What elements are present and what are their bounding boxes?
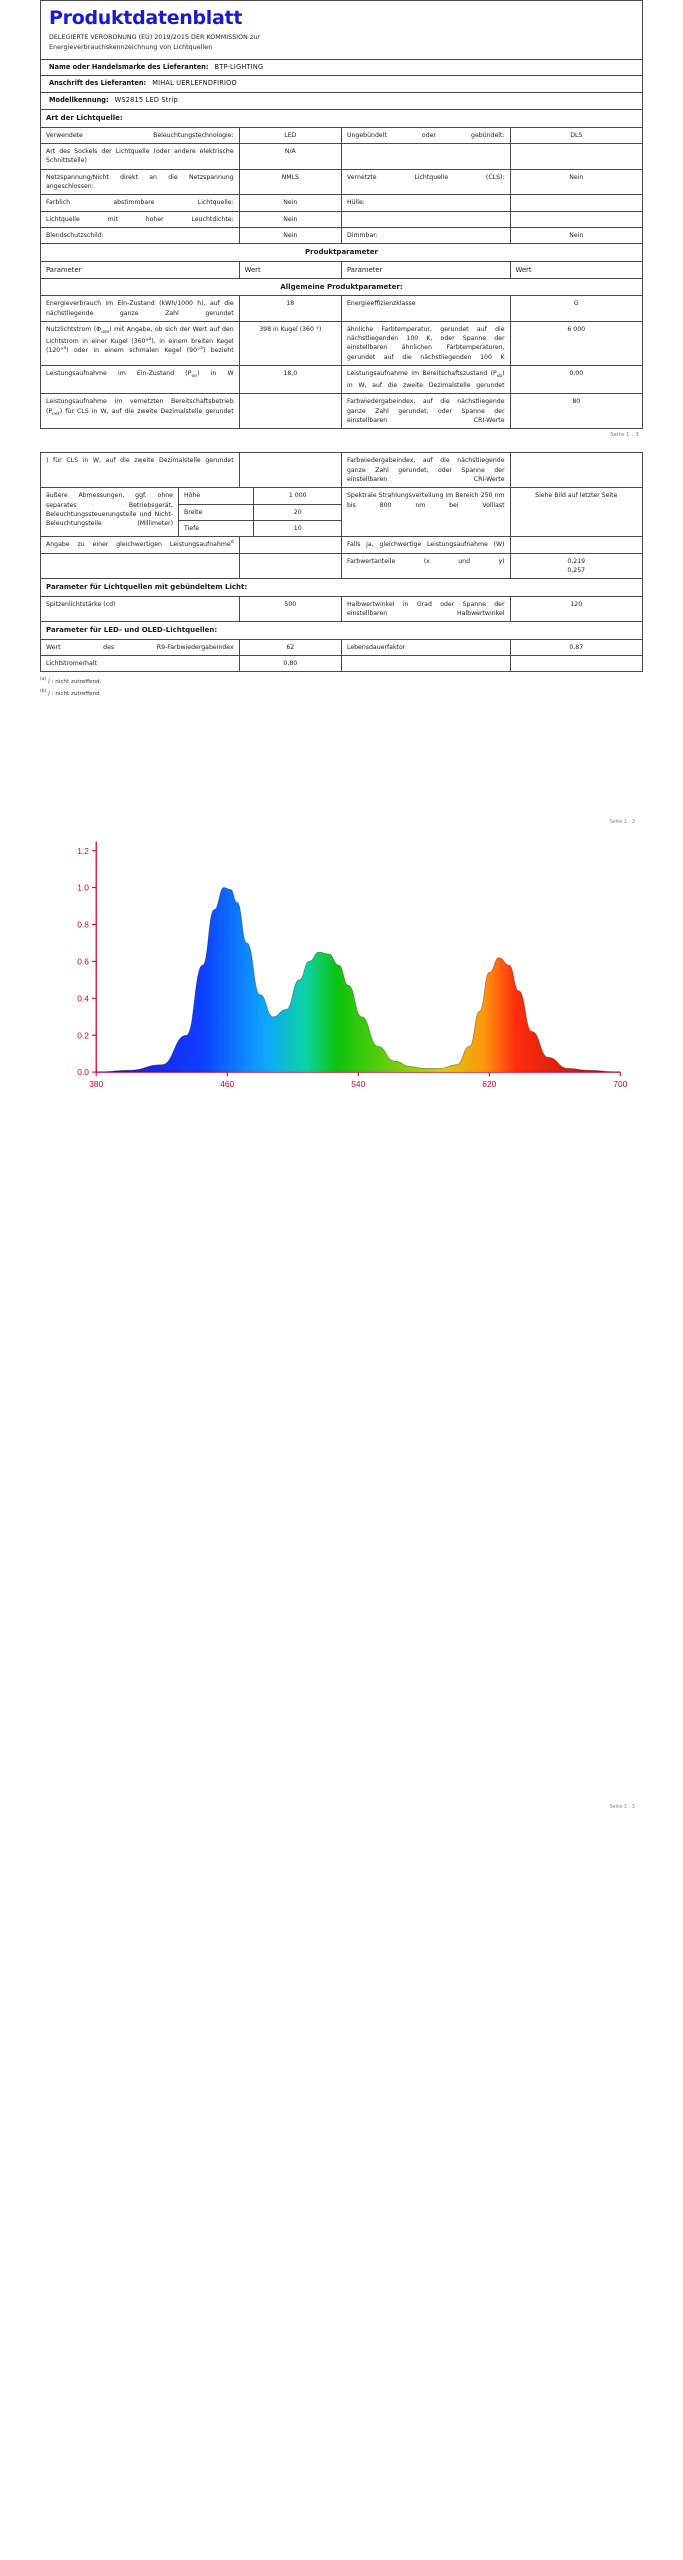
table-row bbox=[41, 244, 643, 262]
table-row bbox=[41, 453, 643, 488]
page-title: Produktdatenblatt bbox=[49, 7, 243, 29]
equivalence-value bbox=[239, 537, 341, 553]
label-part: Nutzlichtstrom ( bbox=[46, 325, 97, 333]
row-value-2 bbox=[510, 195, 642, 211]
row-value: 500 bbox=[239, 596, 341, 622]
label-part: ) bezieht bbox=[202, 347, 234, 355]
supplier-name-row bbox=[40, 59, 643, 76]
footnote-ref: a bbox=[63, 346, 67, 352]
row-value: LED bbox=[239, 127, 341, 143]
row-value-2 bbox=[510, 211, 642, 227]
label-part: ) für CLS in W, auf die zweite Dezimalstelle gerundet bbox=[46, 457, 234, 465]
light-source-table bbox=[40, 109, 643, 429]
row-label-2: Vernetzte Lichtquelle (CLS): bbox=[341, 169, 510, 195]
table-row bbox=[41, 127, 643, 143]
table-row bbox=[41, 296, 643, 322]
row-label bbox=[41, 366, 240, 394]
supplier-name-label: Name oder Handelsmarke des Lieferanten: bbox=[49, 62, 209, 71]
dimensions-values bbox=[179, 488, 341, 536]
table-row bbox=[41, 656, 643, 672]
table-row bbox=[41, 195, 643, 211]
table-row bbox=[41, 596, 643, 622]
spectral-power-distribution-chart bbox=[48, 831, 635, 1104]
row-label: Spitzenlichtstärke (cd) bbox=[41, 596, 240, 622]
table-row bbox=[41, 321, 643, 365]
supplier-address-label: Anschrift des Lieferanten: bbox=[49, 79, 147, 88]
col-header-value-2: Wert bbox=[510, 261, 642, 278]
row-label-2: Dimmbar: bbox=[341, 227, 510, 243]
row-label-2 bbox=[341, 211, 510, 227]
row-value-2 bbox=[510, 144, 642, 170]
row-label-2 bbox=[341, 366, 510, 394]
label-part: Leistungsaufnahme im vernetzten Bereitschaftsbetrieb (P bbox=[46, 398, 234, 415]
row-label-2: Energieeffizienzklasse bbox=[341, 296, 510, 322]
row-value-cont bbox=[239, 453, 341, 488]
dimension-name: Breite bbox=[183, 508, 203, 516]
row-label-2: ähnliche Farbtemperatur, gerundet auf die nächstliegenden 100 K, oder Spanne der einstellbaren ähnlichen Farbtemperaturen, gerundet auf die nächstliegenden 100 K bbox=[341, 321, 510, 365]
row-label-2: Hülle: bbox=[341, 195, 510, 211]
table-row bbox=[41, 278, 643, 296]
x-axis-tick-label: 380 bbox=[89, 1079, 104, 1090]
row-value-2: 6 000 bbox=[510, 321, 642, 365]
footnote-ref: a bbox=[200, 346, 203, 352]
led-oled-section-heading: Parameter für LED- und OLED-Lichtquellen: bbox=[41, 622, 643, 640]
table-row bbox=[41, 579, 643, 597]
spectral-curve-fill bbox=[96, 888, 620, 1072]
supplier-address-value: MIHAL UERLEFNDFIRIOO bbox=[152, 79, 237, 88]
row-label: Lichtstromerhalt bbox=[41, 656, 240, 672]
row-value-2: 120 bbox=[510, 596, 642, 622]
table-row bbox=[41, 394, 643, 429]
row-label-2: Ungebündelt oder gebündelt: bbox=[341, 127, 510, 143]
table-row bbox=[41, 144, 643, 170]
row-value: Nein bbox=[239, 195, 341, 211]
regulation-line-1 bbox=[49, 33, 634, 43]
row-label: Verwendete Beleuchtungstechnologie: bbox=[41, 127, 240, 143]
y-axis-tick-label: 0.2 bbox=[77, 1030, 89, 1041]
label-part: Leistungsaufnahme im Bereitschaftszustand (P bbox=[346, 370, 497, 378]
row-value: 62 bbox=[239, 639, 341, 655]
row-value: Nein bbox=[239, 211, 341, 227]
spectral-label: Spektrale Strahlungsverteilung im Bereich 250 nm bis 800 nm bei Volllast bbox=[341, 488, 510, 537]
row-label-2-cont bbox=[341, 453, 510, 488]
row-label-2: Halbwertwinkel in Grad oder Spanne der einstellbaren Halbwertwinkel bbox=[341, 596, 510, 622]
row-value: NMLS bbox=[239, 169, 341, 195]
dimension-value: 10 bbox=[253, 521, 340, 536]
row-label-2: Farbwiedergabeindex, auf die nächstliegende ganze Zahl gerundet, oder Spanne der einstellbaren CRI-Werte bbox=[341, 394, 510, 429]
chromaticity-value-2 bbox=[510, 553, 642, 579]
table-row bbox=[41, 366, 643, 394]
chromaticity-label bbox=[41, 553, 240, 579]
datasheet-header bbox=[40, 0, 643, 109]
row-label-2 bbox=[341, 656, 510, 672]
row-label: Wert des R9-Farbwiedergabeindex bbox=[41, 639, 240, 655]
last-page-mark-wrap bbox=[48, 1804, 635, 1810]
chromaticity-y: 0,257 bbox=[567, 566, 586, 574]
equivalence-label bbox=[41, 537, 240, 553]
row-value-2: 0,00 bbox=[510, 366, 642, 394]
row-label-2: Lebensdauerfaktor bbox=[341, 639, 510, 655]
supplier-name-value: BTP-LIGHTING bbox=[214, 62, 264, 71]
model-label: Modellkennung: bbox=[49, 96, 109, 105]
y-axis-tick-label: 0.4 bbox=[77, 993, 89, 1004]
label-part: ) für CLS in W, auf die zweite Dezimalstelle gerundet bbox=[59, 407, 234, 415]
footnote-text: / : nicht zutreffend bbox=[48, 690, 100, 697]
y-axis-tick-label: 0.0 bbox=[77, 1067, 89, 1078]
row-label: Art des Sockels der Lichtquelle (oder andere elektrische Schnittstelle) bbox=[41, 144, 240, 170]
row-value-2: Nein bbox=[510, 169, 642, 195]
row-value: 18,0 bbox=[239, 366, 341, 394]
continued-table-wrap bbox=[40, 452, 643, 699]
phi-subscript: use bbox=[101, 330, 110, 336]
footnote-ref: a bbox=[148, 337, 152, 342]
row-value-2: 80 bbox=[510, 394, 642, 429]
table-row-dimensions bbox=[41, 488, 643, 537]
page-mark-2: Seite 2 : 3 bbox=[609, 819, 635, 826]
product-parameters-heading: Produktparameter bbox=[41, 244, 643, 262]
dimension-item bbox=[179, 521, 341, 536]
label-part: ) mit Angabe, ob sich der Wert auf den Lichtstrom in einer Kugel (360° bbox=[46, 325, 234, 346]
dimension-item bbox=[179, 488, 341, 504]
regulation-line-2: Energieverbrauchskennzeichnung von Lichtquellen bbox=[49, 43, 213, 51]
footnote-item bbox=[40, 688, 643, 699]
equivalence-value-2 bbox=[510, 537, 642, 553]
chromaticity-x: 0,219 bbox=[567, 557, 586, 565]
regulation-text: DELEGIERTE VERORDNUNG (EU) 2019/2015 DER KOMMISSION bbox=[49, 34, 248, 41]
footnote-ref: d bbox=[230, 540, 234, 546]
row-label: Lichtquelle mit hoher Leuchtdichte: bbox=[41, 211, 240, 227]
table-row bbox=[41, 169, 643, 195]
row-value: 0,80 bbox=[239, 656, 341, 672]
footnote-mark: (a) bbox=[40, 677, 47, 683]
page-mark-1: Seite 1 : 3 bbox=[610, 432, 639, 439]
model-value: WS2815 LED Strip bbox=[114, 96, 178, 105]
directional-section-heading: Parameter für Lichtquellen mit gebündeltem Licht: bbox=[41, 579, 643, 597]
footnote-mark: (b) bbox=[40, 688, 47, 694]
label-part: ) oder in einem schmalen Kegel (90° bbox=[66, 347, 201, 355]
row-value-2: Nein bbox=[510, 227, 642, 243]
table-row bbox=[41, 211, 643, 227]
row-value: 398 in Kugel (360 °) bbox=[239, 321, 341, 365]
y-axis-tick-label: 0.8 bbox=[77, 919, 89, 930]
label-part: ) in W bbox=[197, 370, 234, 378]
table-row bbox=[41, 110, 643, 128]
continued-table bbox=[40, 452, 643, 672]
phi-symbol: Φ bbox=[96, 325, 102, 333]
title-box bbox=[40, 0, 643, 59]
dimensions-label: äußere Abmessungen, ggf. ohne separates Betriebsgerät, Beleuchtungssteuerungsteile und Nicht-Beleuchtungsteile (Millimeter) bbox=[41, 488, 179, 536]
row-value-2: DLS bbox=[510, 127, 642, 143]
row-label-cont bbox=[41, 453, 240, 488]
y-axis-tick-label: 1.0 bbox=[77, 883, 89, 894]
light-source-heading: Art der Lichtquelle: bbox=[41, 110, 643, 128]
label-part: ) in W, auf die zweite Dezimalstelle gerundet bbox=[346, 370, 505, 390]
table-row bbox=[41, 622, 643, 640]
row-label: Farblich abstimmbare Lichtquelle: bbox=[41, 195, 240, 211]
dimension-name: Höhe bbox=[183, 492, 201, 500]
dimension-value: 1 000 bbox=[253, 488, 340, 503]
subscript: on bbox=[191, 374, 198, 380]
regulation-text-tail: zur bbox=[250, 34, 261, 41]
row-label: Energieverbrauch im Ein-Zustand (kWh/1000 h), auf die nächstliegende ganze Zahl gerundet bbox=[41, 296, 240, 322]
dimensions-cell bbox=[41, 488, 342, 537]
footnotes bbox=[40, 676, 643, 699]
general-parameters-heading: Allgemeine Produktparameter: bbox=[41, 278, 643, 296]
x-axis-tick-label: 540 bbox=[351, 1079, 366, 1090]
col-header-parameter: Parameter bbox=[41, 261, 240, 278]
row-value-2-cont bbox=[510, 453, 642, 488]
subscript: sb bbox=[496, 374, 503, 380]
x-axis-tick-label: 620 bbox=[482, 1079, 497, 1090]
row-label bbox=[41, 394, 240, 429]
chromaticity-value bbox=[239, 553, 341, 579]
x-axis-tick-label: 460 bbox=[220, 1079, 235, 1090]
row-label bbox=[41, 321, 240, 365]
label-part: Leistungsaufnahme im Ein-Zustand (P bbox=[46, 370, 192, 378]
dimensions-wrapper bbox=[41, 488, 341, 536]
table-header-row bbox=[41, 261, 643, 278]
row-value-2: 0,87 bbox=[510, 639, 642, 655]
table-row bbox=[41, 227, 643, 243]
page-mark-3: Seite 3 : 3 bbox=[609, 1803, 635, 1810]
dimension-value: 20 bbox=[253, 505, 340, 520]
model-row bbox=[40, 92, 643, 109]
y-axis-tick-label: 1.2 bbox=[77, 846, 89, 857]
supplier-address-row bbox=[40, 75, 643, 92]
row-value bbox=[239, 394, 341, 429]
footnote-item bbox=[40, 676, 643, 687]
col-header-value: Wert bbox=[239, 261, 341, 278]
label-part: Angabe zu einer gleichwertigen Leistungsaufnahme bbox=[46, 541, 231, 549]
spectral-chart-wrap bbox=[48, 819, 635, 1104]
row-value-2 bbox=[510, 656, 642, 672]
y-axis-tick-label: 0.6 bbox=[77, 956, 89, 967]
dimension-name: Tiefe bbox=[183, 524, 200, 532]
row-value: Nein bbox=[239, 227, 341, 243]
label-part: ), in einem breiten Kegel (120° bbox=[46, 338, 234, 355]
x-axis-tick-label: 700 bbox=[613, 1079, 628, 1090]
footnote-text: / : nicht zutreffend. bbox=[47, 679, 102, 686]
label-part: Farbwiedergabeindex, auf die nächstliegende ganze Zahl gerundet, oder Spanne der einstellbaren CRI-Werte bbox=[346, 457, 505, 483]
row-value: 18 bbox=[239, 296, 341, 322]
col-header-parameter-2: Parameter bbox=[341, 261, 510, 278]
dimension-item bbox=[179, 505, 341, 521]
subscript: net bbox=[52, 412, 60, 418]
equivalence-label-2: Falls ja, gleichwertige Leistungsaufnahme (W) bbox=[341, 537, 510, 553]
table-row bbox=[41, 553, 643, 579]
row-label: Netzspannung/Nicht direkt an die Netzspannung angeschlossen: bbox=[41, 169, 240, 195]
chromaticity-label-2: Farbwertanteile (x und y) bbox=[341, 553, 510, 579]
row-value-2: G bbox=[510, 296, 642, 322]
spectral-value: Siehe Bild auf letzter Seite bbox=[510, 488, 642, 537]
row-value: N/A bbox=[239, 144, 341, 170]
row-label: Blendschutzschild: bbox=[41, 227, 240, 243]
table-row bbox=[41, 537, 643, 553]
light-source-table-wrap bbox=[40, 109, 643, 438]
row-label-2 bbox=[341, 144, 510, 170]
table-row bbox=[41, 639, 643, 655]
